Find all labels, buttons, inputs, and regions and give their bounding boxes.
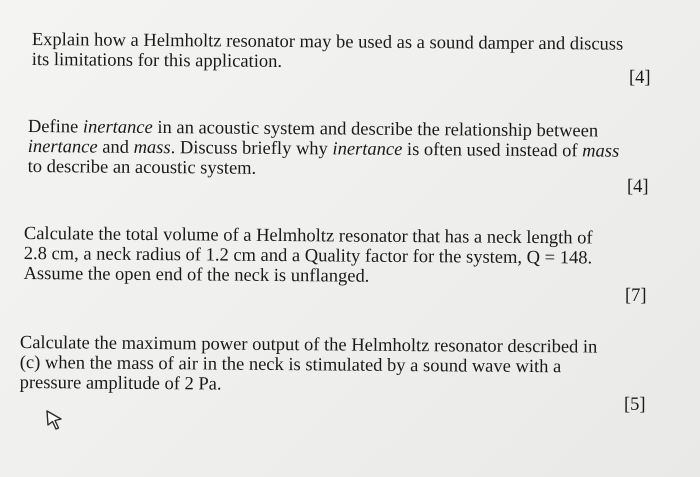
text: and (97, 137, 134, 158)
text: is often used instead of (402, 139, 583, 162)
text: in an acoustic system and describe the relationship between (152, 117, 599, 142)
italic-term: mass (582, 141, 620, 162)
question-4-line-3: pressure amplitude of 2 Pa. (19, 372, 222, 395)
question-1 (32, 30, 654, 75)
question-4 (20, 333, 654, 398)
question-4-line-1: Calculate the maximum power output of the Helmholtz resonator described in (19, 333, 598, 358)
italic-term: mass (133, 137, 171, 159)
question-4-line-2: (c) when the mass of air in the neck is stimulated by a sound wave with a (19, 352, 562, 378)
question-3-line-3: Assume the open end of the neck is unflanged. (23, 263, 370, 287)
question-2-marks: [4] (627, 177, 649, 197)
text: . Discuss briefly why (170, 138, 333, 160)
question-1-line-1: Explain how a Helmholtz resonator may be used as a sound damper and discuss (31, 30, 624, 55)
italic-term: inertance (332, 139, 403, 160)
question-3-line-2: 2.8 cm, a neck radius of 1.2 cm and a Quality factor for the system, Q = 148. (23, 243, 593, 269)
question-1-marks: [4] (629, 68, 651, 88)
question-3-marks: [7] (625, 286, 647, 306)
question-2-line-3: to describe an acoustic system. (27, 156, 257, 179)
mouse-pointer-icon (44, 408, 66, 432)
question-1-line-2: its limitations for this application. (31, 49, 283, 72)
question-3-line-1: Calculate the total volume of a Helmholtz resonator that has a neck length of (23, 224, 593, 249)
question-3 (24, 224, 656, 289)
question-4-marks: [5] (624, 395, 646, 415)
italic-term: inertance (27, 136, 98, 158)
question-2 (28, 117, 656, 182)
text: Define (27, 117, 83, 138)
italic-term: inertance (82, 117, 153, 138)
